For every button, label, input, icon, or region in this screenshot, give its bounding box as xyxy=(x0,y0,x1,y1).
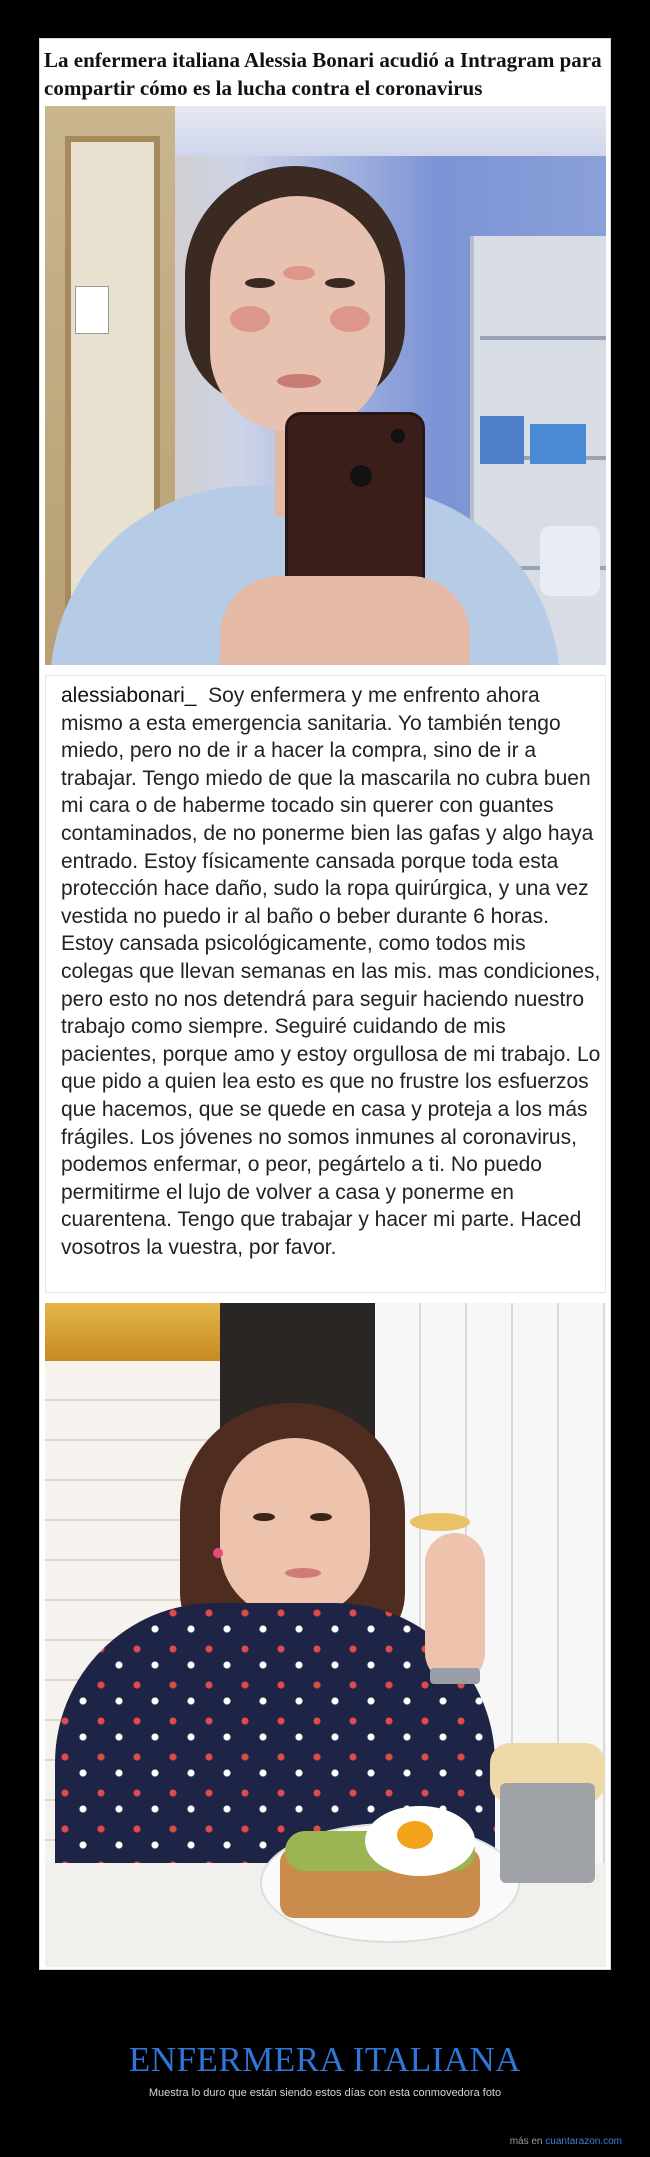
footer-subtitle: Muestra lo duro que están siendo estos días con esta conmovedora foto xyxy=(148,2087,502,2099)
credit-prefix: más en xyxy=(509,2136,543,2147)
photo-lamp xyxy=(45,1303,220,1361)
photo-face xyxy=(220,1438,370,1618)
nurse-restaurant-photo xyxy=(45,1303,606,1967)
photo-earring xyxy=(213,1548,223,1558)
photo-lips xyxy=(277,374,321,388)
photo-fry-basket xyxy=(500,1783,595,1883)
photo-potato-chip xyxy=(410,1513,470,1531)
photo-door-sign xyxy=(75,286,109,334)
photo-lips xyxy=(285,1568,321,1578)
phone-camera-icon xyxy=(391,429,405,443)
photo-egg-yolk xyxy=(397,1821,433,1849)
headline: La enfermera italiana Alessia Bonari acudió a Intragram para compartir cómo es la lucha contra el coronavirus xyxy=(44,48,602,100)
photo-mask-mark xyxy=(330,306,370,332)
photo-mask-mark xyxy=(230,306,270,332)
photo-arm xyxy=(425,1533,485,1683)
instagram-caption xyxy=(61,682,601,1261)
photo-eye xyxy=(245,278,275,288)
site-link[interactable]: cuantarazon.com xyxy=(545,2136,622,2147)
photo-eye xyxy=(253,1513,275,1521)
photo-supply-box xyxy=(530,424,586,464)
photo-eye xyxy=(325,278,355,288)
photo-eye xyxy=(310,1513,332,1521)
photo-supply-bag xyxy=(540,526,600,596)
photo-hand xyxy=(220,576,470,665)
photo-mask-mark xyxy=(283,266,315,280)
instagram-username[interactable]: alessiabonari_ xyxy=(61,684,197,707)
site-credit xyxy=(510,2136,622,2147)
photo-ceiling xyxy=(175,106,606,156)
phone-camera-icon xyxy=(350,465,372,487)
nurse-selfie-photo xyxy=(45,106,606,665)
footer-title: ENFERMERA ITALIANA xyxy=(128,2040,522,2079)
photo-supply-box xyxy=(480,416,524,464)
caption-text: Soy enfermera y me enfrento ahora mismo a esta emergencia sanitaria. Yo también tengo miedo, pero no de ir a hacer la compra, sino de ir a trabajar. Tengo miedo de que la mascarila no cubra buen mi cara o de haberme tocado sin querer con guantes contaminados, de no ponerme bien las gafas y algo haya entrado. Estoy físicamente cansada porque toda esta protección hace daño, sudo la ropa quirúrgica, y una vez vestida no puedo ir al baño o beber durante 6 horas. Estoy cansada psicológicamente, como todos mis colegas que llevan semanas en las mis. mas condiciones, pero esto no nos detendrá para seguir haciendo nuestro trabajo como siempre. Seguiré cuidando de mis pacientes, porque amo y estoy orgullosa de mi trabajo. Lo que pido a quien lea esto es que no frustre los esfuerzos que hacemos, que se quede en casa y proteja a los más frágiles. Los jóvenes no somos inmunes al coronavirus, podemos enfermar, o peor, pegártelo a ti. No puedo permitirme el lujo de volver a casa y ponerme en cuarentena. Tengo que trabajar y hacer mi parte. Haced vosotros la vuestra, por favor. xyxy=(61,684,601,1259)
photo-watch xyxy=(430,1668,480,1684)
